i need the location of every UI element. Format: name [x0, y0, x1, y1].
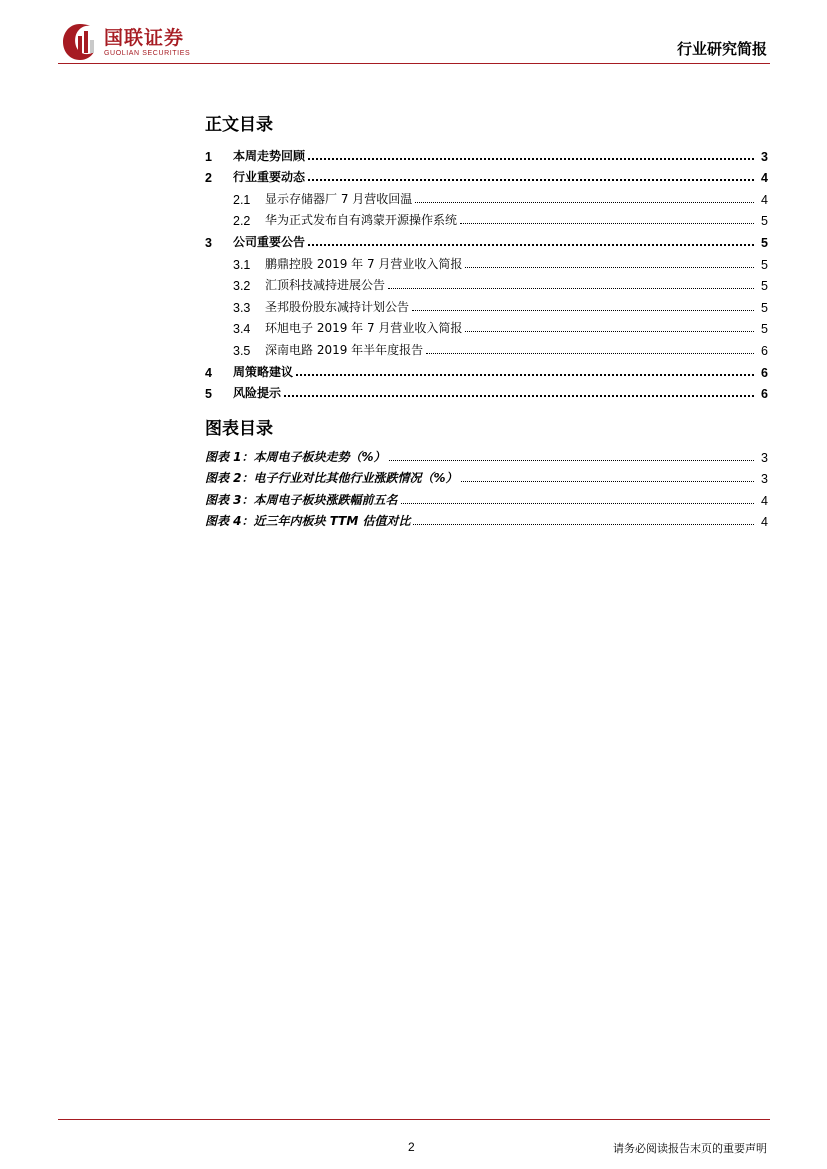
- entry-page-number: 5: [761, 257, 768, 272]
- dot-leader: [460, 222, 754, 224]
- figure-entry-title: 图表 1：本周电子板块走势（%）: [205, 449, 386, 464]
- dot-leader: [388, 287, 754, 289]
- toc-entry[interactable]: [205, 207, 768, 229]
- toc-entry-title: 圣邦股份股东减持计划公告: [265, 299, 410, 314]
- entry-page-number: 5: [761, 300, 768, 315]
- toc-entry-number: 3.3: [233, 300, 251, 315]
- toc-entry[interactable]: [205, 164, 768, 186]
- entry-page-number: 3: [761, 472, 768, 487]
- toc-entry-title: 显示存储器厂 7 月营收回温: [265, 191, 413, 206]
- entry-page-number: 4: [761, 171, 768, 186]
- toc-entry-title: 周策略建议: [233, 364, 294, 379]
- figure-entry[interactable]: [205, 443, 768, 465]
- entry-page-number: 3: [761, 450, 768, 465]
- logo-chinese-name: 国联证券: [104, 26, 185, 49]
- toc-entry[interactable]: [205, 272, 768, 294]
- page-number: 2: [408, 1140, 415, 1154]
- dot-leader: [296, 373, 754, 376]
- entry-page-number: 4: [761, 515, 768, 530]
- toc-entry-number: 3.1: [233, 257, 251, 272]
- figure-entry-title: 图表 2：电子行业对比其他行业涨跌情况（%）: [205, 471, 458, 486]
- toc-entry[interactable]: [205, 336, 768, 358]
- entry-page-number: 5: [761, 235, 768, 250]
- toc-entry-title: 公司重要公告: [233, 234, 306, 249]
- toc-entry-title: 华为正式发布自有鸿蒙开源操作系统: [265, 213, 458, 228]
- figure-list: [205, 443, 768, 529]
- table-of-contents: [205, 142, 768, 401]
- entry-page-number: 6: [761, 387, 768, 402]
- toc-entry-title: 本周走势回顾: [233, 148, 306, 163]
- toc-entry[interactable]: [205, 358, 768, 380]
- toc-entry-number: 3.4: [233, 322, 251, 337]
- disclaimer-text: 请务必阅读报告末页的重要声明: [613, 1142, 767, 1155]
- toc-entry-title: 深南电路 2019 年半年度报告: [265, 342, 424, 357]
- figure-list-heading: 图表目录: [205, 419, 273, 439]
- toc-entry[interactable]: [205, 228, 768, 250]
- toc-entry-title: 鹏鼎控股 2019 年 7 月营业收入简报: [265, 256, 463, 271]
- guolian-logo: [62, 20, 190, 64]
- guolian-logo-icon: [62, 22, 98, 62]
- entry-page-number: 5: [761, 322, 768, 337]
- toc-entry-number: 2: [205, 171, 212, 186]
- figure-entry[interactable]: [205, 508, 768, 530]
- figure-entry[interactable]: [205, 486, 768, 508]
- entry-page-number: 5: [761, 279, 768, 294]
- dot-leader: [426, 352, 754, 354]
- dot-leader: [308, 243, 754, 246]
- toc-entry-title: 汇顶科技减持进展公告: [265, 278, 386, 293]
- toc-entry[interactable]: [205, 250, 768, 272]
- header-divider: [58, 63, 770, 64]
- toc-entry-number: 2.2: [233, 214, 251, 229]
- toc-entry-title: 行业重要动态: [233, 170, 306, 185]
- logo-english-name: GUOLIAN SECURITIES: [104, 49, 191, 57]
- dot-leader: [308, 178, 754, 181]
- dot-leader: [389, 459, 754, 461]
- entry-page-number: 3: [761, 149, 768, 164]
- toc-entry[interactable]: [205, 185, 768, 207]
- dot-leader: [412, 309, 754, 311]
- entry-page-number: 4: [761, 493, 768, 508]
- toc-heading: 正文目录: [205, 115, 273, 135]
- toc-entry-number: 2.1: [233, 192, 251, 207]
- figure-entry-title: 图表 3：本周电子板块涨跌幅前五名: [205, 492, 398, 507]
- entry-page-number: 6: [761, 343, 768, 358]
- entry-page-number: 5: [761, 214, 768, 229]
- toc-entry-number: 5: [205, 387, 212, 402]
- entry-page-number: 4: [761, 192, 768, 207]
- dot-leader: [415, 201, 754, 203]
- dot-leader: [465, 266, 754, 268]
- toc-entry-number: 3: [205, 235, 212, 250]
- toc-entry[interactable]: [205, 380, 768, 402]
- dot-leader: [465, 330, 754, 332]
- entry-page-number: 6: [761, 365, 768, 380]
- dot-leader: [284, 394, 754, 397]
- report-type-label: 行业研究简报: [676, 40, 767, 58]
- figure-entry-title: 图表 4：近三年内板块 TTM 估值对比: [205, 514, 411, 529]
- toc-entry-number: 3.2: [233, 279, 251, 294]
- toc-entry-number: 3.5: [233, 343, 251, 358]
- page-header: [0, 0, 827, 70]
- toc-entry[interactable]: [205, 315, 768, 337]
- dot-leader: [461, 480, 754, 482]
- dot-leader: [401, 502, 754, 504]
- toc-entry-number: 1: [205, 149, 212, 164]
- toc-entry[interactable]: [205, 293, 768, 315]
- footer-divider: [58, 1119, 770, 1120]
- toc-entry-number: 4: [205, 365, 212, 380]
- toc-entry[interactable]: [205, 142, 768, 164]
- dot-leader: [308, 157, 754, 160]
- dot-leader: [413, 523, 754, 525]
- toc-entry-title: 风险提示: [233, 386, 282, 401]
- toc-entry-title: 环旭电子 2019 年 7 月营业收入简报: [265, 321, 463, 336]
- figure-entry[interactable]: [205, 465, 768, 487]
